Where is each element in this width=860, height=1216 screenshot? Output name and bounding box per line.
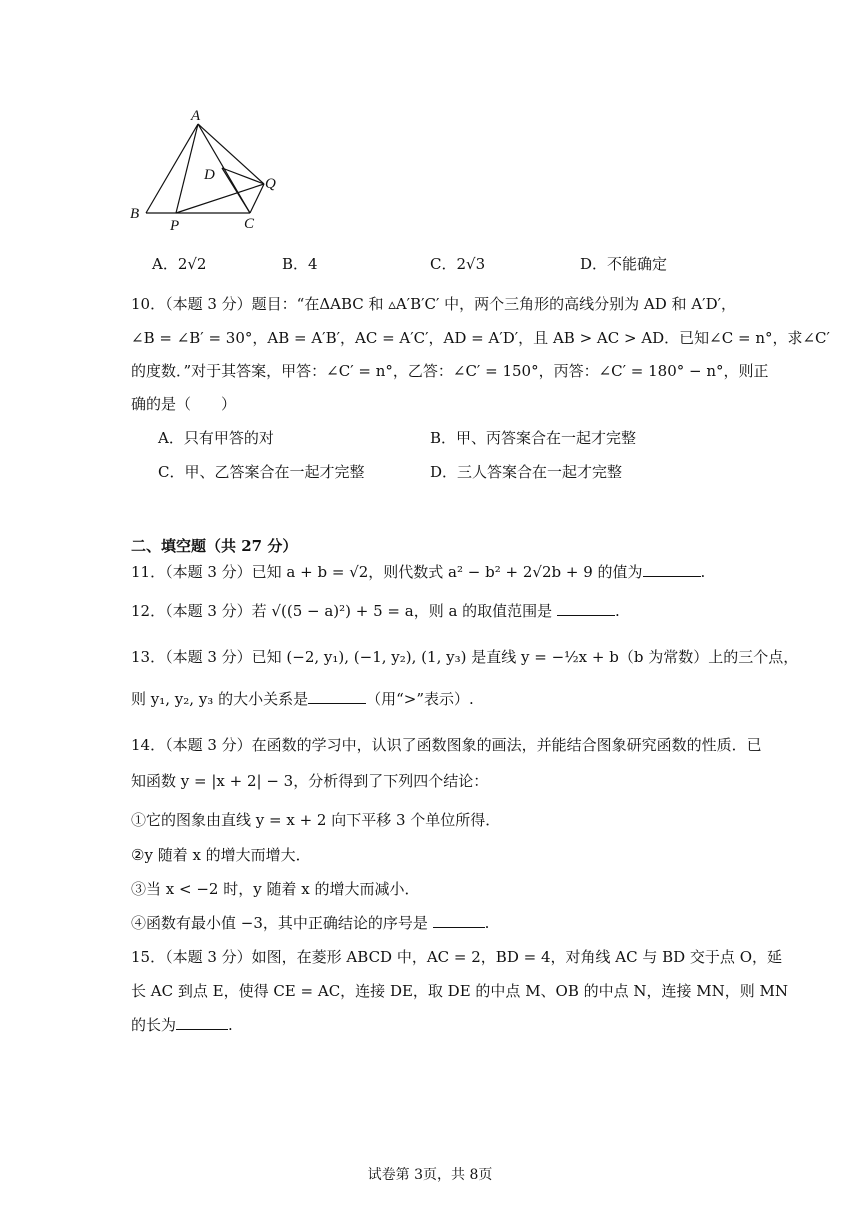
q14-item-2: ②y 随着 x 的增大而增大．	[131, 846, 311, 864]
label-A: A	[191, 108, 201, 124]
q14-item-3: ③当 x < −2 时，y 随着 x 的增大而减小．	[131, 880, 420, 898]
label-Q: Q	[265, 176, 276, 192]
q14-line-2: 知函数 y = |x + 2| − 3，分析得到了下列四个结论：	[131, 772, 489, 790]
q9-option-d: D．不能确定	[580, 255, 668, 273]
q10-option-d: D．三人答案合在一起才完整	[430, 463, 623, 481]
q14-item-4	[131, 913, 489, 933]
q14-end: .	[484, 914, 490, 932]
segment-AB	[146, 124, 198, 213]
q15-line-2: 长 AC 到点 E，使得 CE = AC，连接 DE，取 DE 的中点 M、OB 的中点 N，连接 MN，则 MN	[131, 982, 789, 1000]
q11	[131, 562, 705, 582]
q10-line-2: ∠B = ∠B′ = 30°，AB = A′B′，AC = A′C′，AD = A′D′，且 AB > AC > AD．已知∠C = n°，求∠C′	[131, 329, 830, 347]
q15-line-1: 15．（本题 3 分）如图，在菱形 ABCD 中，AC = 2，BD = 4，对角线 AC 与 BD 交于点 O，延	[131, 948, 782, 966]
label-D: D	[204, 167, 215, 183]
q12-answer-blank	[557, 601, 615, 616]
q14-line-1: 14．（本题 3 分）在函数的学习中，认识了函数图象的画法，并能结合图象研究函数的性质．已	[131, 736, 762, 754]
q13-answer-blank	[308, 689, 366, 704]
q12	[131, 601, 620, 621]
q9-option-c: C．2√3	[430, 255, 486, 273]
q13-line-2	[131, 689, 474, 709]
page-footer: 试卷第 3页，共 8页	[367, 1167, 493, 1183]
segment-AP	[176, 124, 198, 213]
q9-option-b: B．4	[282, 255, 318, 273]
q10-line-4: 确的是（ ）	[131, 395, 237, 413]
q10-line-1: 10．（本题 3 分）题目：“在ΔABC 和 ▵A′B′C′ 中，两个三角形的高线分别为 AD 和 A′D′，	[131, 295, 736, 313]
q14-answer-blank	[433, 913, 485, 928]
q13-text: 则 y₁, y₂, y₃ 的大小关系是	[131, 690, 309, 708]
triangle-diagram	[124, 104, 294, 234]
label-B: B	[130, 206, 140, 222]
q11-answer-blank	[643, 562, 701, 577]
q15-answer-blank	[176, 1015, 228, 1030]
q11-text: 11．（本题 3 分）已知 a + b = √2，则代数式 a² − b² + 2√2b + 9 的值为	[131, 563, 643, 581]
q14-item-1: ①它的图象由直线 y = x + 2 向下平移 3 个单位所得．	[131, 811, 501, 829]
q15-line-3	[131, 1015, 233, 1035]
q12-text: 12．（本题 3 分）若 √((5 − a)²) + 5 = a，则 a 的取值范围是	[131, 602, 557, 620]
q11-end: .	[700, 563, 706, 581]
label-C: C	[244, 216, 255, 232]
q15-text: 的长为	[131, 1016, 177, 1034]
q10-option-c: C．甲、乙答案合在一起才完整	[158, 463, 365, 481]
q14-item-4-text: ④函数有最小值 −3，其中正确结论的序号是	[131, 914, 433, 932]
q9-option-a: A．2√2	[152, 255, 207, 273]
section-title: 二、填空题（共 27 分）	[131, 537, 298, 555]
triangle-figure	[124, 104, 294, 234]
q12-end: .	[614, 602, 620, 620]
q13-line-1: 13．（本题 3 分）已知 (−2, y₁), (−1, y₂), (1, y₃) 是直线 y = −½x + b（b 为常数）上的三个点，	[131, 648, 799, 666]
segment-PQ	[176, 184, 264, 213]
q10-option-a: A．只有甲答的对	[158, 429, 274, 447]
label-P: P	[170, 218, 180, 234]
q10-option-b: B．甲、丙答案合在一起才完整	[430, 429, 637, 447]
q15-end: .	[228, 1016, 233, 1034]
q13-suffix: （用“>”表示）.	[366, 690, 474, 708]
q10-line-3: 的度数．”对于其答案，甲答：∠C′ = n°，乙答：∠C′ = 150°，丙答：∠C′ = 180° − n°，则正	[131, 362, 769, 380]
